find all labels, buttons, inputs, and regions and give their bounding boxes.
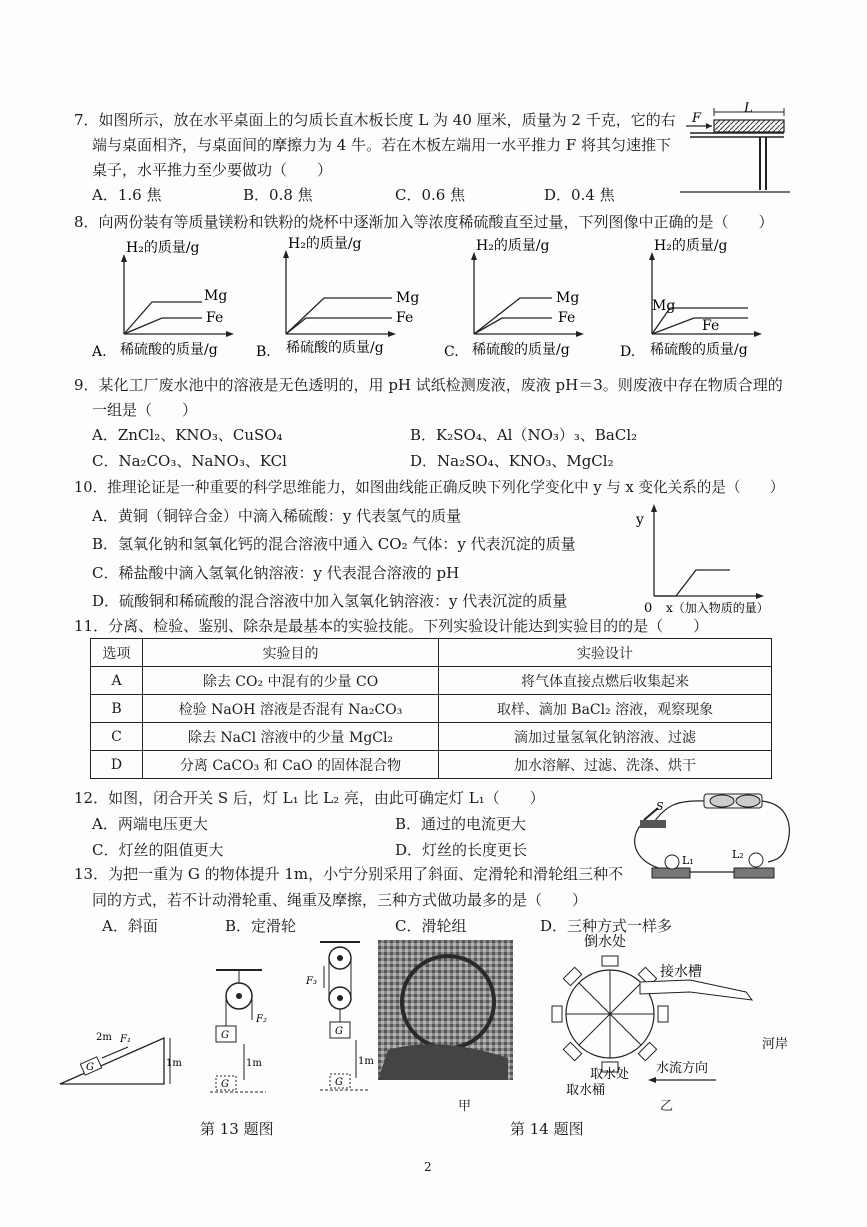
q13-incline-g: G <box>86 1062 94 1073</box>
table-row <box>91 751 772 779</box>
q7-line1: 7．如图所示，放在水平桌面上的匀质长直木板长度 L 为 40 厘米，质量为 2 千克，它的右 <box>74 111 676 129</box>
q8-graph-b <box>254 234 434 364</box>
q7-option-a: A．1.6 焦 <box>92 186 162 204</box>
q14-pour-label: 倒水处 <box>584 934 626 950</box>
q8d-ylabel: H₂的质量/g <box>654 238 728 254</box>
q8b-mg: Mg <box>396 290 420 306</box>
q13-pulley-height: 1m <box>246 1058 262 1069</box>
q8d-xlabel: 稀硫酸的质量/g <box>650 342 748 358</box>
q13-incline-figure <box>56 1010 190 1090</box>
q8b-ylabel: H₂的质量/g <box>288 236 362 252</box>
q10-origin: 0 <box>644 601 653 616</box>
q7-option-b: B．0.8 焦 <box>243 186 313 204</box>
q8d-option: D. <box>620 344 636 360</box>
table-row <box>91 667 772 695</box>
q13-height-label: 1m <box>166 1058 182 1069</box>
q13-option-d: D．三种方式一样多 <box>540 917 673 935</box>
q7-length-label: L <box>744 101 753 116</box>
q13-block-g2: G <box>335 1077 343 1088</box>
q7-line2: 端与桌面相齐，与桌面间的摩擦力为 4 牛。若在木板左端用一水平推力 F 将其匀速推下 <box>92 136 672 154</box>
q8-graph-c <box>440 234 620 364</box>
q8-graph-d <box>618 234 788 364</box>
q11-stem: 11．分离、检验、鉴别、除杂是最基本的实验技能。下列实验设计能达到实验目的的是（ ） <box>74 617 709 635</box>
q12-option-a: A．两端电压更大 <box>92 815 208 833</box>
q13-pulley-block-figure <box>300 936 372 1096</box>
q7-board-table-figure <box>680 100 800 200</box>
q14-bank-label: 河岸 <box>762 1037 789 1052</box>
q14-trough-label: 接水槽 <box>660 964 702 980</box>
q13-length-label: 2m <box>96 1032 112 1043</box>
q10-option-d: D．硫酸铜和稀硫酸的混合溶液中加入氢氧化钠溶液：y 代表沉淀的质量 <box>92 592 568 610</box>
page-number: 2 <box>424 1160 432 1174</box>
table-cell: D <box>91 751 143 779</box>
q9-line1: 9．某化工厂废水池中的溶液是无色透明的，用 pH 试纸检测废液，废液 pH＝3。则废液中存在物质合理的 <box>74 376 783 394</box>
q7-force-label: F <box>692 111 702 126</box>
q8a-option: A. <box>92 344 107 360</box>
q13-line1: 13．为把一重为 G 的物体提升 1m，小宁分别采用了斜面、定滑轮和滑轮组三种不 <box>74 865 624 883</box>
caption-q14: 第 14 题图 <box>510 1120 584 1138</box>
bulb-l2-icon <box>749 853 763 867</box>
table-cell: 取样、滴加 BaCl₂ 溶液，观察现象 <box>439 695 772 723</box>
table-header: 选项 <box>91 639 143 667</box>
q8b-option: B. <box>256 344 271 360</box>
table-cell: B <box>91 695 143 723</box>
q8d-mg: Mg <box>652 298 676 314</box>
q10-option-b: B．氢氧化钠和氢氧化钙的混合溶液中通入 CO₂ 气体：y 代表沉淀的质量 <box>92 535 576 553</box>
q8c-xlabel: 稀硫酸的质量/g <box>472 342 570 358</box>
q9-option-c: C．Na₂CO₃、NaNO₃、KCl <box>92 452 287 470</box>
q7-option-c: C．0.6 焦 <box>395 186 466 204</box>
switch-icon <box>640 820 666 828</box>
q8b-xlabel: 稀硫酸的质量/g <box>286 340 384 356</box>
q13-block-height: 1m <box>358 1056 374 1067</box>
table-cell: 分离 CaCO₃ 和 CaO 的固体混合物 <box>143 751 439 779</box>
q14-waterwheel-photo <box>378 940 513 1080</box>
q13-fixed-pulley-figure <box>206 962 276 1096</box>
q13-option-c: C．滑轮组 <box>395 917 467 935</box>
q11-table <box>90 638 772 779</box>
bulb-l1-icon <box>665 855 679 869</box>
q12-option-b: B．通过的电流更大 <box>395 815 527 833</box>
q12-option-d: D．灯丝的长度更长 <box>395 841 528 859</box>
q13-option-b: B．定滑轮 <box>225 917 297 935</box>
q14-flow-label: 水流方向 <box>656 1061 709 1076</box>
q8d-fe: Fe <box>702 318 720 334</box>
q14-take-label: 取水处 <box>590 1067 630 1082</box>
q10-y-label: y <box>636 512 644 528</box>
q13-f2-label: F₂ <box>256 1014 267 1025</box>
q14-photo-label: 甲 <box>458 1099 472 1114</box>
q12-l1-label: L₁ <box>682 854 694 867</box>
q13-pulley-g: G <box>221 1030 229 1041</box>
q14-waterwheel-diagram <box>540 932 800 1102</box>
table-row <box>91 723 772 751</box>
q10-option-a: A．黄铜（铜锌合金）中滴入稀硫酸：y 代表氢气的质量 <box>92 507 462 525</box>
q13-block-g: G <box>335 1026 343 1037</box>
q14-diagram-label: 乙 <box>660 1099 674 1114</box>
q10-stem: 10．推理论证是一种重要的科学思维能力，如图曲线能正确反映下列化学变化中 y 与 x 变化关系的是（ ） <box>74 479 785 496</box>
table-header-row <box>91 639 772 667</box>
q14-bucket-label: 取水桶 <box>566 1083 606 1098</box>
q12-circuit-figure <box>626 786 798 890</box>
q9-line2: 一组是（ ） <box>92 401 198 419</box>
table-cell: 加水溶解、过滤、洗涤、烘干 <box>439 751 772 779</box>
table-header: 实验目的 <box>143 639 439 667</box>
table-cell: 除去 CO₂ 中混有的少量 CO <box>143 667 439 695</box>
q10-x-label: x（加入物质的量） <box>666 601 769 615</box>
q8c-mg: Mg <box>556 290 580 306</box>
q8a-mg: Mg <box>204 288 228 304</box>
q13-option-a: A．斜面 <box>102 917 158 935</box>
caption-q13: 第 13 题图 <box>200 1120 274 1138</box>
table-row <box>91 695 772 723</box>
q7-line3: 桌子，水平推力至少要做功（ ） <box>92 161 333 179</box>
q8c-fe: Fe <box>558 310 576 326</box>
table-cell: 将气体直接点燃后收集起来 <box>439 667 772 695</box>
q9-option-a: A．ZnCl₂、KNO₃、CuSO₄ <box>92 426 283 444</box>
q12-l2-label: L₂ <box>732 848 744 861</box>
table-header: 实验设计 <box>439 639 772 667</box>
table-cell: 除去 NaCl 溶液中的少量 MgCl₂ <box>143 723 439 751</box>
q8-graph-a <box>90 234 260 364</box>
q7-option-d: D．0.4 焦 <box>544 186 615 204</box>
q10-option-c: C．稀盐酸中滴入氢氧化钠溶液：y 代表混合溶液的 pH <box>92 564 460 582</box>
q8c-option: C. <box>444 344 459 360</box>
q8a-xlabel: 稀硫酸的质量/g <box>120 342 218 358</box>
q13-pulley-g2: G <box>221 1079 229 1090</box>
q13-f3-label: F₃ <box>306 976 317 987</box>
table-cell: 检验 NaOH 溶液是否混有 Na₂CO₃ <box>143 695 439 723</box>
table-cell: A <box>91 667 143 695</box>
q8-stem: 8．向两份装有等质量镁粉和铁粉的烧杯中逐渐加入等浓度稀硫酸直至过量，下列图像中正确的是（ ） <box>74 213 774 231</box>
q8a-fe: Fe <box>206 310 224 326</box>
q10-graph <box>630 498 780 618</box>
q8c-ylabel: H₂的质量/g <box>476 238 550 254</box>
table-cell: 滴加过量氢氧化钠溶液、过滤 <box>439 723 772 751</box>
q9-option-b: B．K₂SO₄、Al（NO₃）₃、BaCl₂ <box>410 426 638 444</box>
q12-switch-label: S <box>656 800 664 813</box>
q12-stem: 12．如图，闭合开关 S 后，灯 L₁ 比 L₂ 亮，由此可确定灯 L₁（ ） <box>74 789 545 807</box>
q13-f1-label: F₁ <box>120 1034 131 1045</box>
q8b-fe: Fe <box>396 310 414 326</box>
q8a-ylabel: H₂的质量/g <box>126 240 200 256</box>
table-cell: C <box>91 723 143 751</box>
q9-option-d: D．Na₂SO₄、KNO₃、MgCl₂ <box>410 452 614 470</box>
q12-option-c: C．灯丝的阻值更大 <box>92 841 224 859</box>
q13-line2: 同的方式，若不计动滑轮重、绳重及摩擦，三种方式做功最多的是（ ） <box>92 891 588 909</box>
